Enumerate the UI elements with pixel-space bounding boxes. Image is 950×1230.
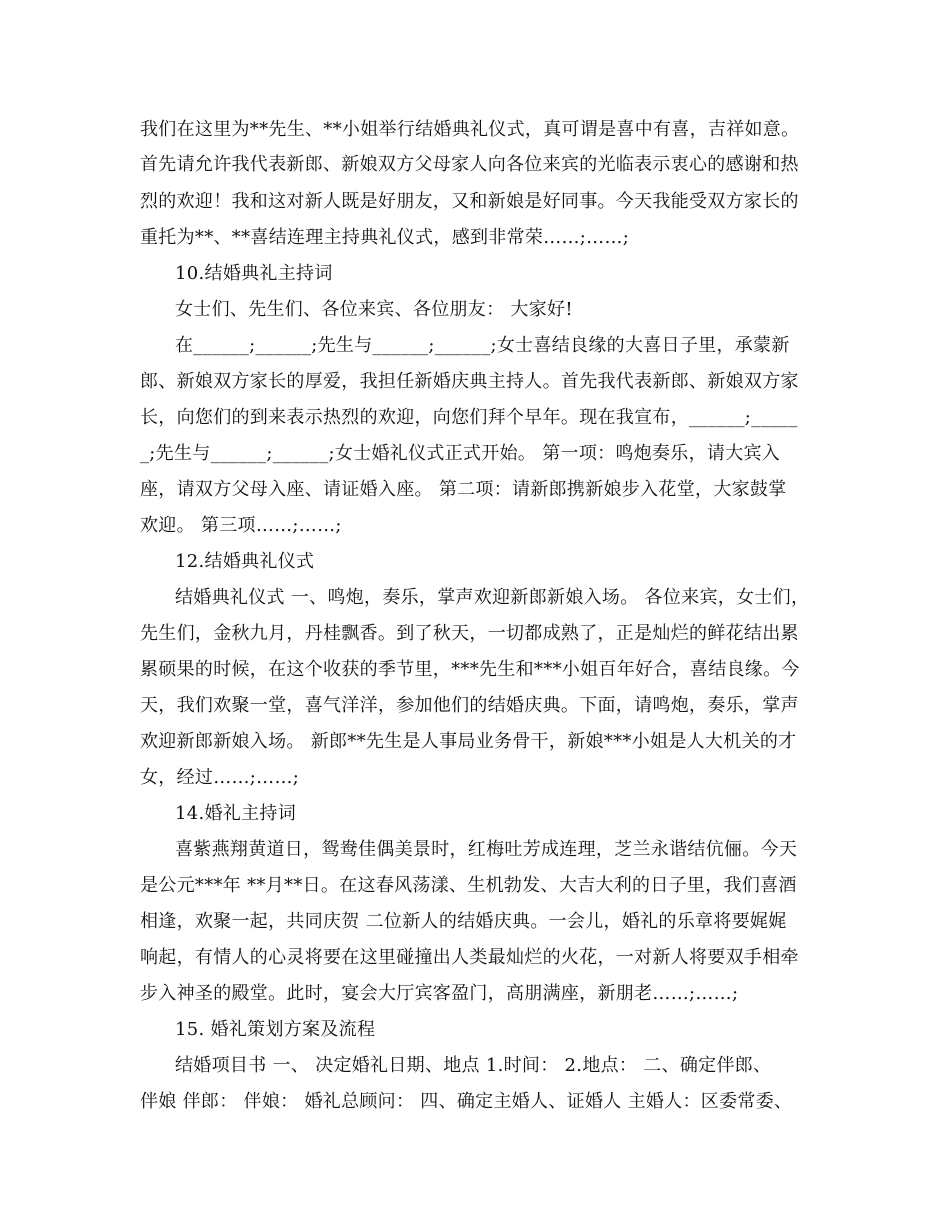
paragraph-line: 累硕果的时候，在这个收获的季节里，***先生和***小姐百年好合，喜结良缘。今 xyxy=(140,659,800,680)
paragraph-line: 步入神圣的殿堂。此时，宴会大厅宾客盈门，高朋满座，新朋老……;……; xyxy=(140,983,739,1004)
paragraph-line: 长，向您们的到来表示热烈的欢迎，向您们拜个早年。现在我宣布，______;_____ xyxy=(140,407,798,428)
paragraph-line: _;先生与______;______;女士婚礼仪式正式开始。 第一项：鸣炮奏乐，请大宾入 xyxy=(140,443,781,464)
paragraph-line: 烈的欢迎！我和这对新人既是好朋友，又和新娘是好同事。今天我能受双方家长的 xyxy=(140,191,799,212)
paragraph-line: 女，经过……;……; xyxy=(140,767,300,788)
paragraph-line: 结婚典礼仪式 一、鸣炮，奏乐，掌声欢迎新郎新娘入场。 各位来宾，女士们， xyxy=(175,587,810,608)
paragraph-line: 是公元***年 **月**日。在这春风荡漾、生机勃发、大吉大利的日子里，我们喜酒 xyxy=(140,875,797,896)
paragraph-line: 首先请允许我代表新郎、新娘双方父母家人向各位来宾的光临表示衷心的感谢和热 xyxy=(140,154,799,175)
paragraph-line: 天，我们欢聚一堂，喜气洋洋，参加他们的结婚庆典。下面，请鸣炮，奏乐，掌声 xyxy=(140,695,799,716)
paragraph-line: 欢迎新郎新娘入场。 新郎**先生是人事局业务骨干，新娘***小姐是人大机关的才 xyxy=(140,731,797,752)
paragraph-line: 相逢，欢聚一起，共同庆贺 二位新人的结婚庆典。一会儿，婚礼的乐章将要娓娓 xyxy=(140,911,787,932)
paragraph-line: 响起，有情人的心灵将要在这里碰撞出人类最灿烂的火花，一对新人将要双手相牵 xyxy=(140,947,799,968)
paragraph-line: 重托为**、**喜结连理主持典礼仪式，感到非常荣……;……; xyxy=(140,227,630,248)
paragraph-line: 结婚项目书 一、 决定婚礼日期、地点 1.时间： 2.地点： 二、确定伴郎、 xyxy=(175,1055,772,1076)
paragraph-line: 欢迎。 第三项……;……; xyxy=(140,515,342,536)
paragraph-line: 喜紫燕翔黄道日，鸳鸯佳偶美景时，红梅吐芳成连理，芝兰永谐结伉俪。今天 xyxy=(175,839,798,860)
paragraph-line: 伴娘 伴郎： 伴娘： 婚礼总顾问： 四、确定主婚人、证婚人 主婚人：区委常委、 xyxy=(140,1091,793,1112)
paragraph-line: 女士们、先生们、各位来宾、各位朋友： 大家好! xyxy=(175,299,573,320)
section-heading: 10.结婚典礼主持词 xyxy=(175,263,333,284)
section-heading: 12.结婚典礼仪式 xyxy=(175,551,315,572)
paragraph-line: 我们在这里为**先生、**小姐举行结婚典礼仪式，真可谓是喜中有喜，吉祥如意。 xyxy=(140,119,800,140)
paragraph-line: 在______;______;先生与______;______;女士喜结良缘的大喜日子里，承蒙新 xyxy=(175,335,790,356)
paragraph-line: 座，请双方父母入座、请证婚入座。 第二项：请新郎携新娘步入花堂，大家鼓掌 xyxy=(140,479,787,500)
section-heading: 14.婚礼主持词 xyxy=(175,803,297,824)
section-heading: 15. 婚礼策划方案及流程 xyxy=(175,1019,376,1040)
paragraph-line: 先生们，金秋九月，丹桂飘香。到了秋天，一切都成熟了，正是灿烂的鲜花结出累 xyxy=(140,623,799,644)
paragraph-line: 郎、新娘双方家长的厚爱，我担任新婚庆典主持人。首先我代表新郎、新娘双方家 xyxy=(140,371,799,392)
